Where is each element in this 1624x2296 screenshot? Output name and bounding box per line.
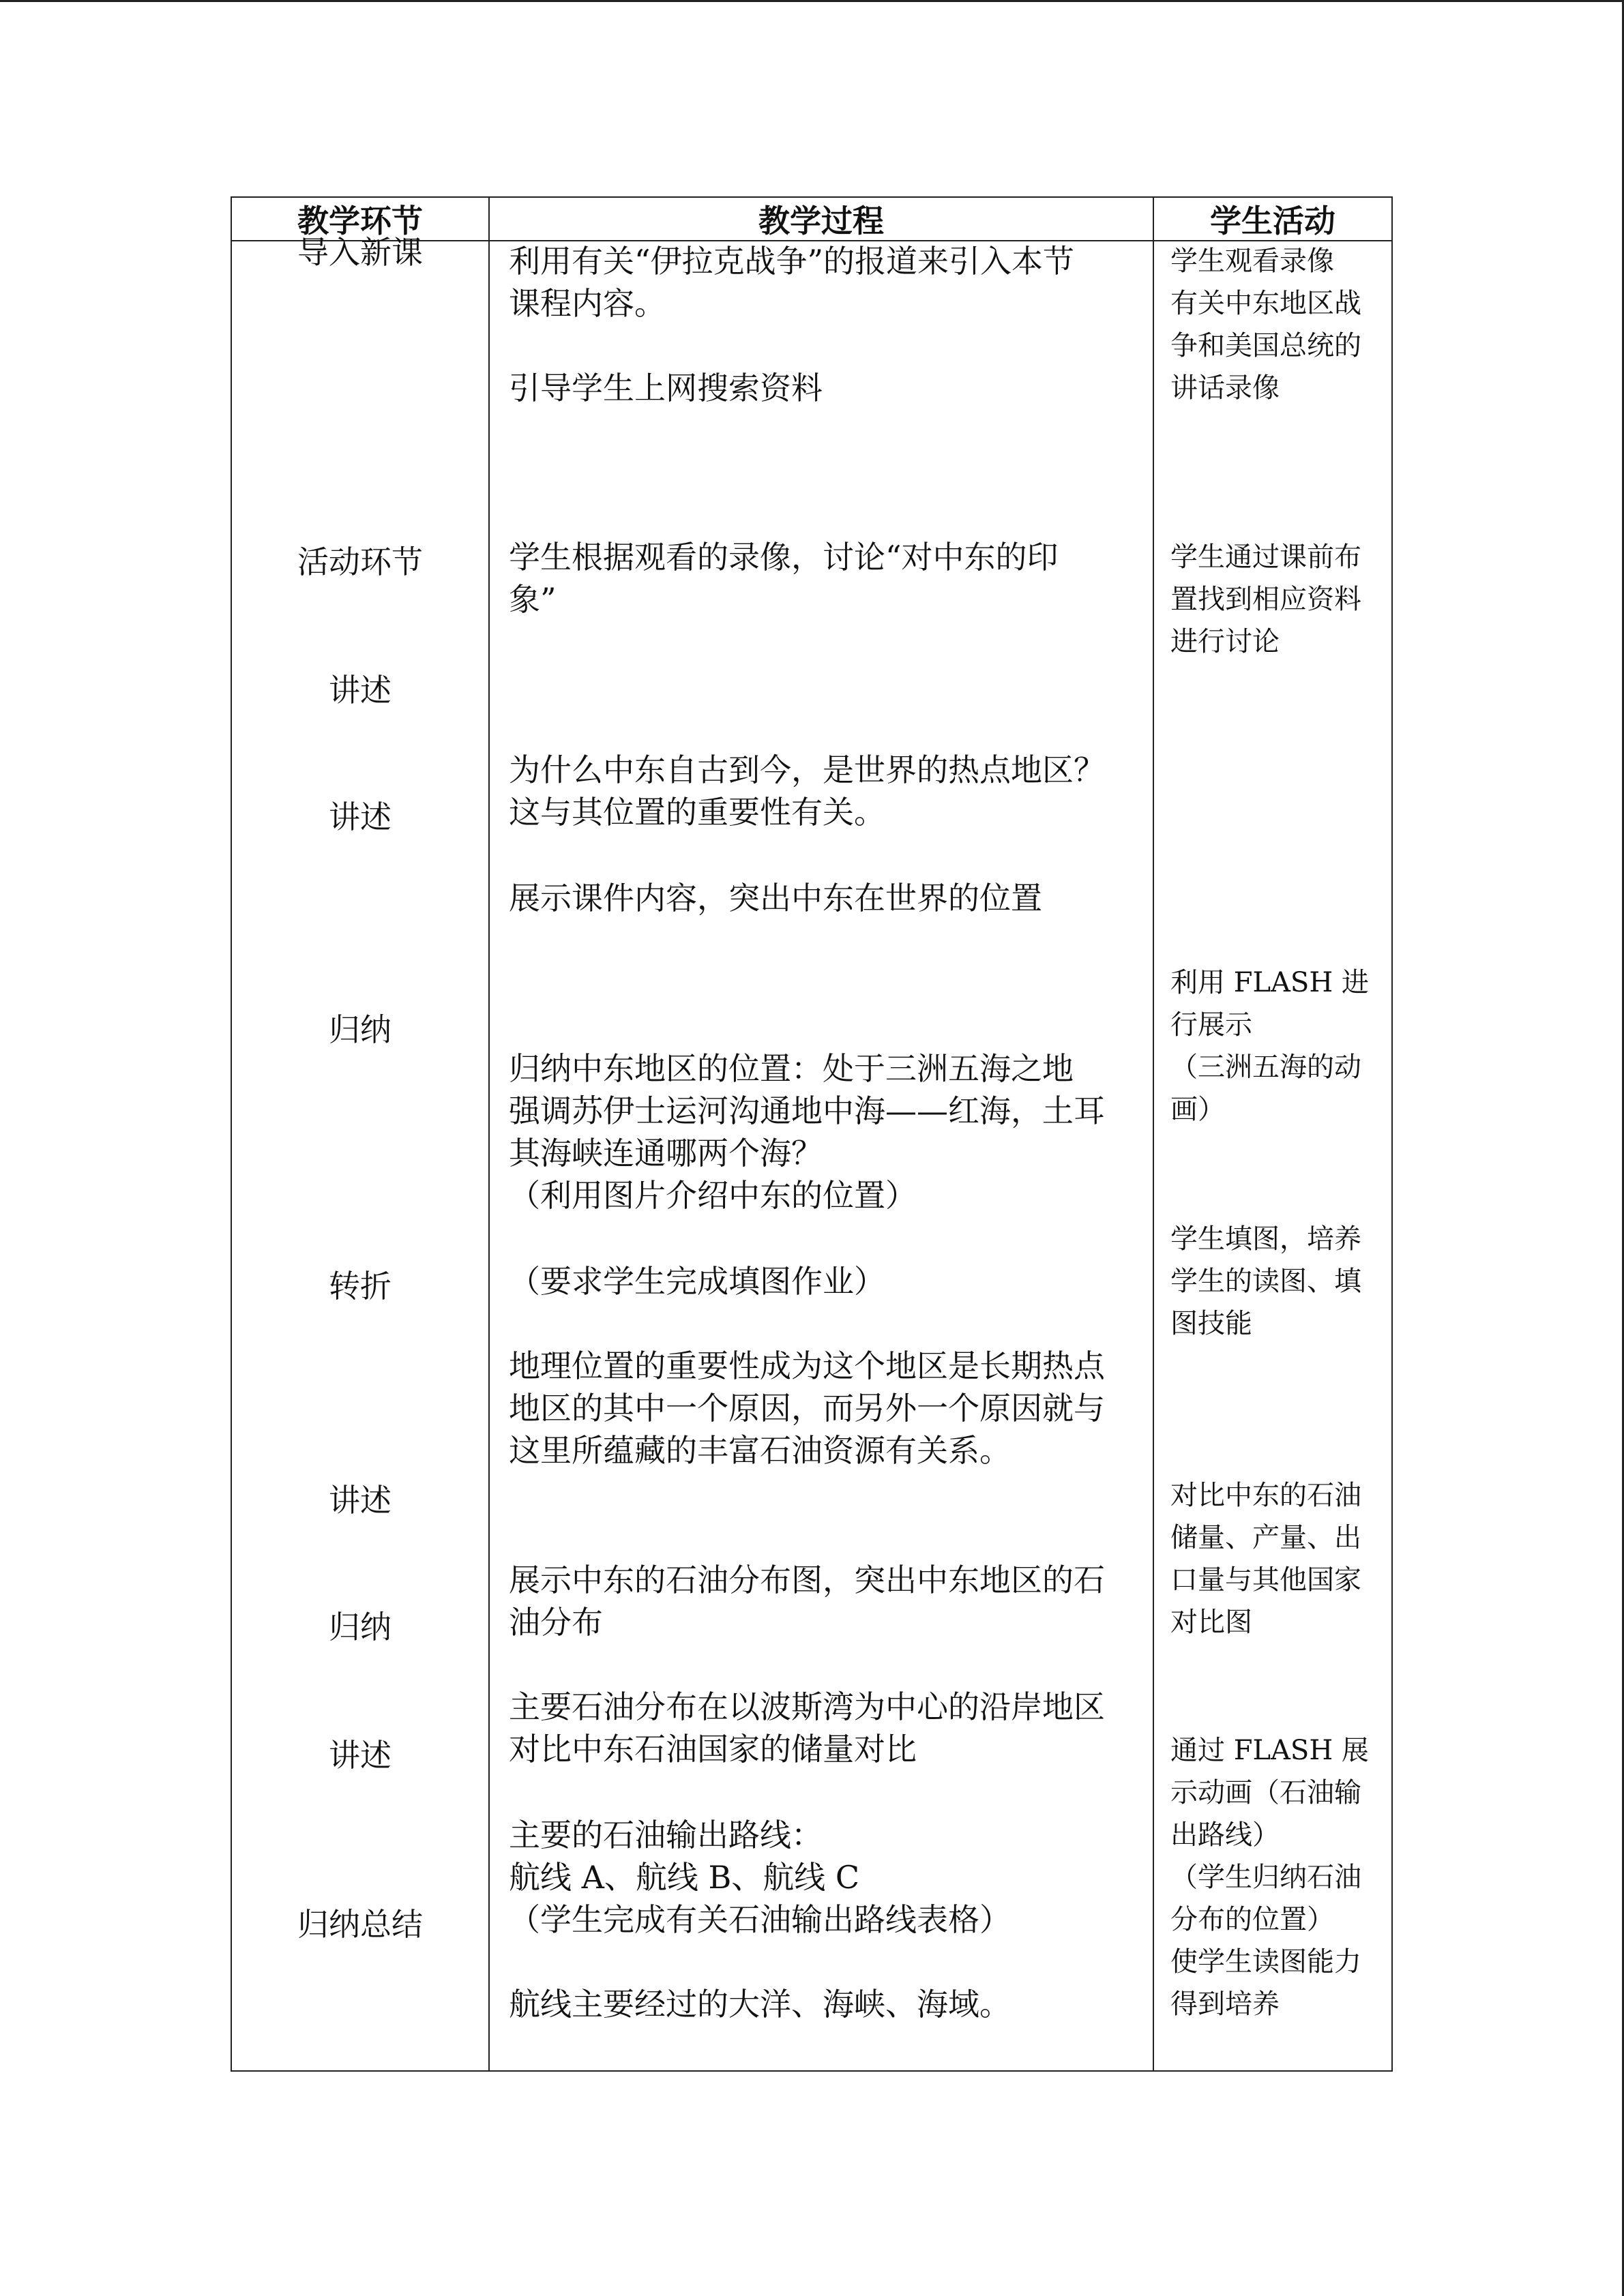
activity-text: 通过 FLASH 展 示动画（石油输 出路线） （学生归纳石油 分布的位置） 使学生读图能力 得到培养 xyxy=(1170,1735,1369,2020)
stage-label: 归纳总结 xyxy=(297,1906,423,1943)
process-text: 地理位置的重要性成为这个地区是长期热点 地区的其中一个原因，而另外一个原因就与 这里所蕴藏的丰富石油资源有关系。 xyxy=(509,1347,1105,1469)
activity-text: 对比中东的石油 储量、产量、出 口量与其他国家 对比图 xyxy=(1170,1480,1361,1638)
header-teaching-process: 教学过程 xyxy=(758,203,884,239)
column-divider xyxy=(488,198,490,2070)
process-text: 航线主要经过的大洋、海峡、海域。 xyxy=(509,1986,1011,2023)
stage-label: 讲述 xyxy=(329,672,392,709)
process-text: 归纳中东地区的位置：处于三洲五海之地 强调苏伊士运河沟通地中海——红海，土耳 其海峡连通哪两个海？ （利用图片介绍中东的位置） xyxy=(509,1050,1105,1214)
process-text: 引导学生上网搜索资料 xyxy=(509,370,823,406)
process-text: 利用有关“伊拉克战争”的报道来引入本节 课程内容。 xyxy=(509,243,1075,322)
stage-label: 归纳 xyxy=(329,1609,392,1645)
header-student-activity: 学生活动 xyxy=(1210,203,1335,239)
stage-label: 归纳 xyxy=(329,1011,392,1048)
activity-text: 利用 FLASH 进 行展示 （三洲五海的动 画） xyxy=(1170,967,1369,1125)
column-divider xyxy=(1153,198,1154,2070)
activity-text: 学生观看录像 有关中东地区战 争和美国总统的 讲话录像 xyxy=(1170,245,1361,404)
process-text: 学生根据观看的录像，讨论“对中东的印 象” xyxy=(509,539,1059,618)
activity-text: 学生通过课前布 置找到相应资料 进行讨论 xyxy=(1170,541,1361,657)
process-text: 为什么中东自古到今，是世界的热点地区？ 这与其位置的重要性有关。 xyxy=(509,751,1105,831)
process-text: 主要的石油输出路线： 航线 A、航线 B、航线 C （学生完成有关石油输出路线表格） xyxy=(509,1817,1011,1938)
process-text: 展示课件内容，突出中东在世界的位置 xyxy=(509,880,1042,916)
process-text: 展示中东的石油分布图，突出中东地区的石 油分布 xyxy=(509,1562,1105,1641)
stage-label: 讲述 xyxy=(329,1482,392,1519)
activity-text: 学生填图，培养 学生的读图、填 图技能 xyxy=(1170,1223,1361,1339)
stage-label: 转折 xyxy=(329,1268,392,1304)
stage-label: 讲述 xyxy=(329,799,392,835)
process-text: （要求学生完成填图作业） xyxy=(509,1263,885,1300)
lesson-plan-table xyxy=(231,196,1393,2072)
stage-label: 活动环节 xyxy=(297,543,423,580)
process-text: 主要石油分布在以波斯湾为中心的沿岸地区 对比中东石油国家的储量对比 xyxy=(509,1688,1105,1768)
stage-label: 导入新课 xyxy=(297,234,423,271)
stage-label: 讲述 xyxy=(329,1737,392,1774)
header-teaching-stage: 教学环节 xyxy=(297,203,423,239)
